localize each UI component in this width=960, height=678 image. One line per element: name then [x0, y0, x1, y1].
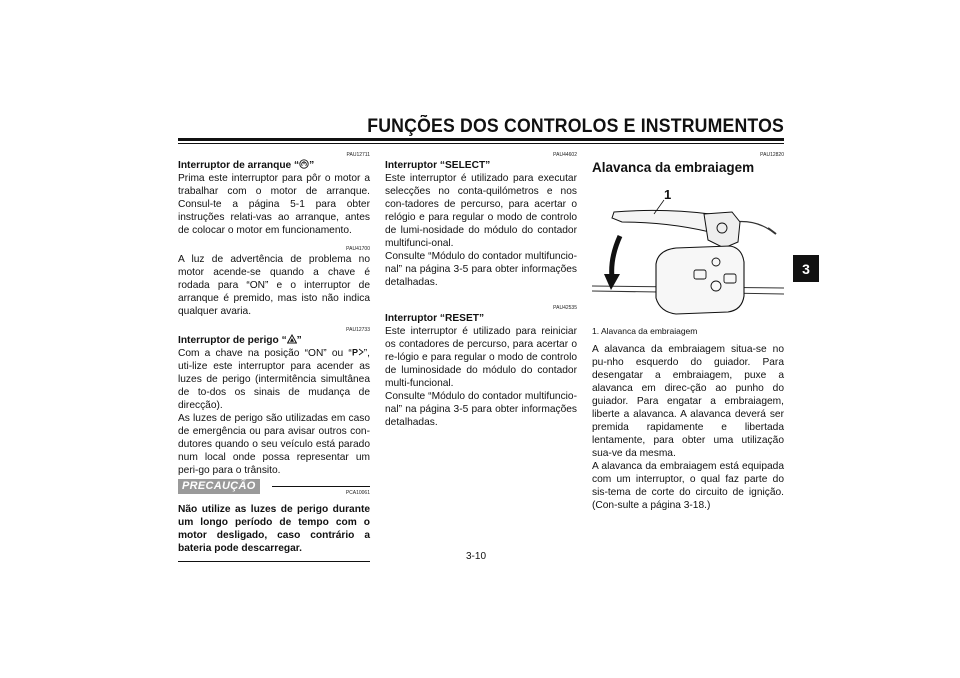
- clutch-lever-heading: Alavanca da embraiagem: [592, 160, 755, 175]
- start-switch-icon: [299, 159, 309, 169]
- reset-switch-heading: Interruptor “RESET”: [385, 313, 485, 324]
- header-rule-thick: [178, 138, 784, 141]
- select-switch-text-2: Consulte “Módulo do contador multifuncio-nal” na página 3-5 para obter informações detalhadas.: [385, 251, 577, 288]
- hazard-switch-text-1: Com a chave na posição “ON” ou “ P ”, uti-lize este interruptor para acender as luzes de perigo (intermitência simultânea de to-dos os sinais de mudança de direcção).: [178, 347, 370, 411]
- section-code: PAU42535: [553, 305, 577, 311]
- clutch-lever-drawing: [592, 178, 784, 324]
- select-switch-heading: Interruptor “SELECT”: [385, 160, 491, 171]
- hazard-switch-heading: Interruptor de perigo “ ”: [178, 335, 302, 346]
- section-code: PAU12733: [346, 327, 370, 333]
- clutch-lever-text-1: A alavanca da embraiagem situa-se no pu-nho esquerdo do guiador. Para desengatar a embraiagem, puxe a alavanca em direc-ção ao punho do guiador. Para engatar a embraiagem, liberte a alavanca. A alavanca deverá ser premida rapidamente e libertada lentamente, para obter uma utilização sua-ve da mesma.: [592, 344, 784, 459]
- select-switch-text-1: Este interruptor é utilizado para executar selecções no conta-quilómetros e nos con-tadores de percurso, para acertar o relógio e para regular o modo de controlo de lumi-nosidade do módulo do contador multifunci-onal.: [385, 173, 577, 249]
- engine-warning-text: A luz de advertência de problema no motor acende-se quando a chave é rodada para “ON” e o interruptor de arranque é premido, mas isto não indica qualquer avaria.: [178, 254, 370, 317]
- column-1: [178, 150, 370, 562]
- start-switch-heading: Interruptor de arranque “ ”: [178, 160, 315, 171]
- clutch-lever-illustration: [592, 178, 784, 324]
- section-code: PAU12820: [760, 152, 784, 158]
- header-rule-thin: [178, 143, 784, 144]
- column-2: [385, 150, 577, 429]
- caution-box: [178, 479, 370, 562]
- hazard-triangle-icon: [287, 334, 297, 344]
- caution-text: Não utilize as luzes de perigo durante um longo período de tempo com o motor desligado, caso contrário a bateria pode descarregar.: [178, 504, 370, 554]
- start-switch-text: Prima este interruptor para pôr o motor a trabalhar com o motor de arranque. Consul-te a página 5-1 para obter instruções relati-vas ao arranque, antes de colocar o motor em funcionamento.: [178, 173, 370, 236]
- column-3: [592, 150, 784, 512]
- clutch-lever-text-2: A alavanca da embraiagem está equipada com um interruptor, o qual faz parte do sis-tema de corte do circuito de ignição. (Con-sulte a página 3-18.): [592, 461, 784, 511]
- figure-label: 1: [664, 187, 672, 202]
- section-code: PCA10061: [345, 490, 370, 496]
- figure-caption: 1. Alavanca da embraiagem: [592, 326, 698, 336]
- parking-light-icon: [352, 347, 364, 357]
- section-code: PAU44602: [553, 152, 577, 158]
- page-header-title: FUNÇÕES DOS CONTROLOS E INSTRUMENTOS: [367, 116, 784, 137]
- page-number: 3-10: [466, 551, 487, 562]
- hazard-switch-text-2: As luzes de perigo são utilizadas em caso de emergência ou para avisar outros con-dutores quando o seu veículo está parado num local onde possa representar um peri-go para o trânsito.: [178, 413, 370, 476]
- section-code: PAU41700: [346, 246, 370, 252]
- reset-switch-text-2: Consulte “Módulo do contador multifuncio-nal” na página 3-5 para obter informações detalhadas.: [385, 391, 577, 428]
- caution-label: PRECAUÇÃO: [178, 479, 260, 494]
- section-code: PAU12711: [346, 152, 370, 158]
- reset-switch-text-1: Este interruptor é utilizado para reiniciar os contadores de percurso, para acertar o re-lógio e para regular o modo de controlo de luminosidade do módulo do contador multi-funcional.: [385, 326, 577, 389]
- svg-text:P: P: [351, 347, 358, 357]
- chapter-tab: 3: [793, 255, 819, 282]
